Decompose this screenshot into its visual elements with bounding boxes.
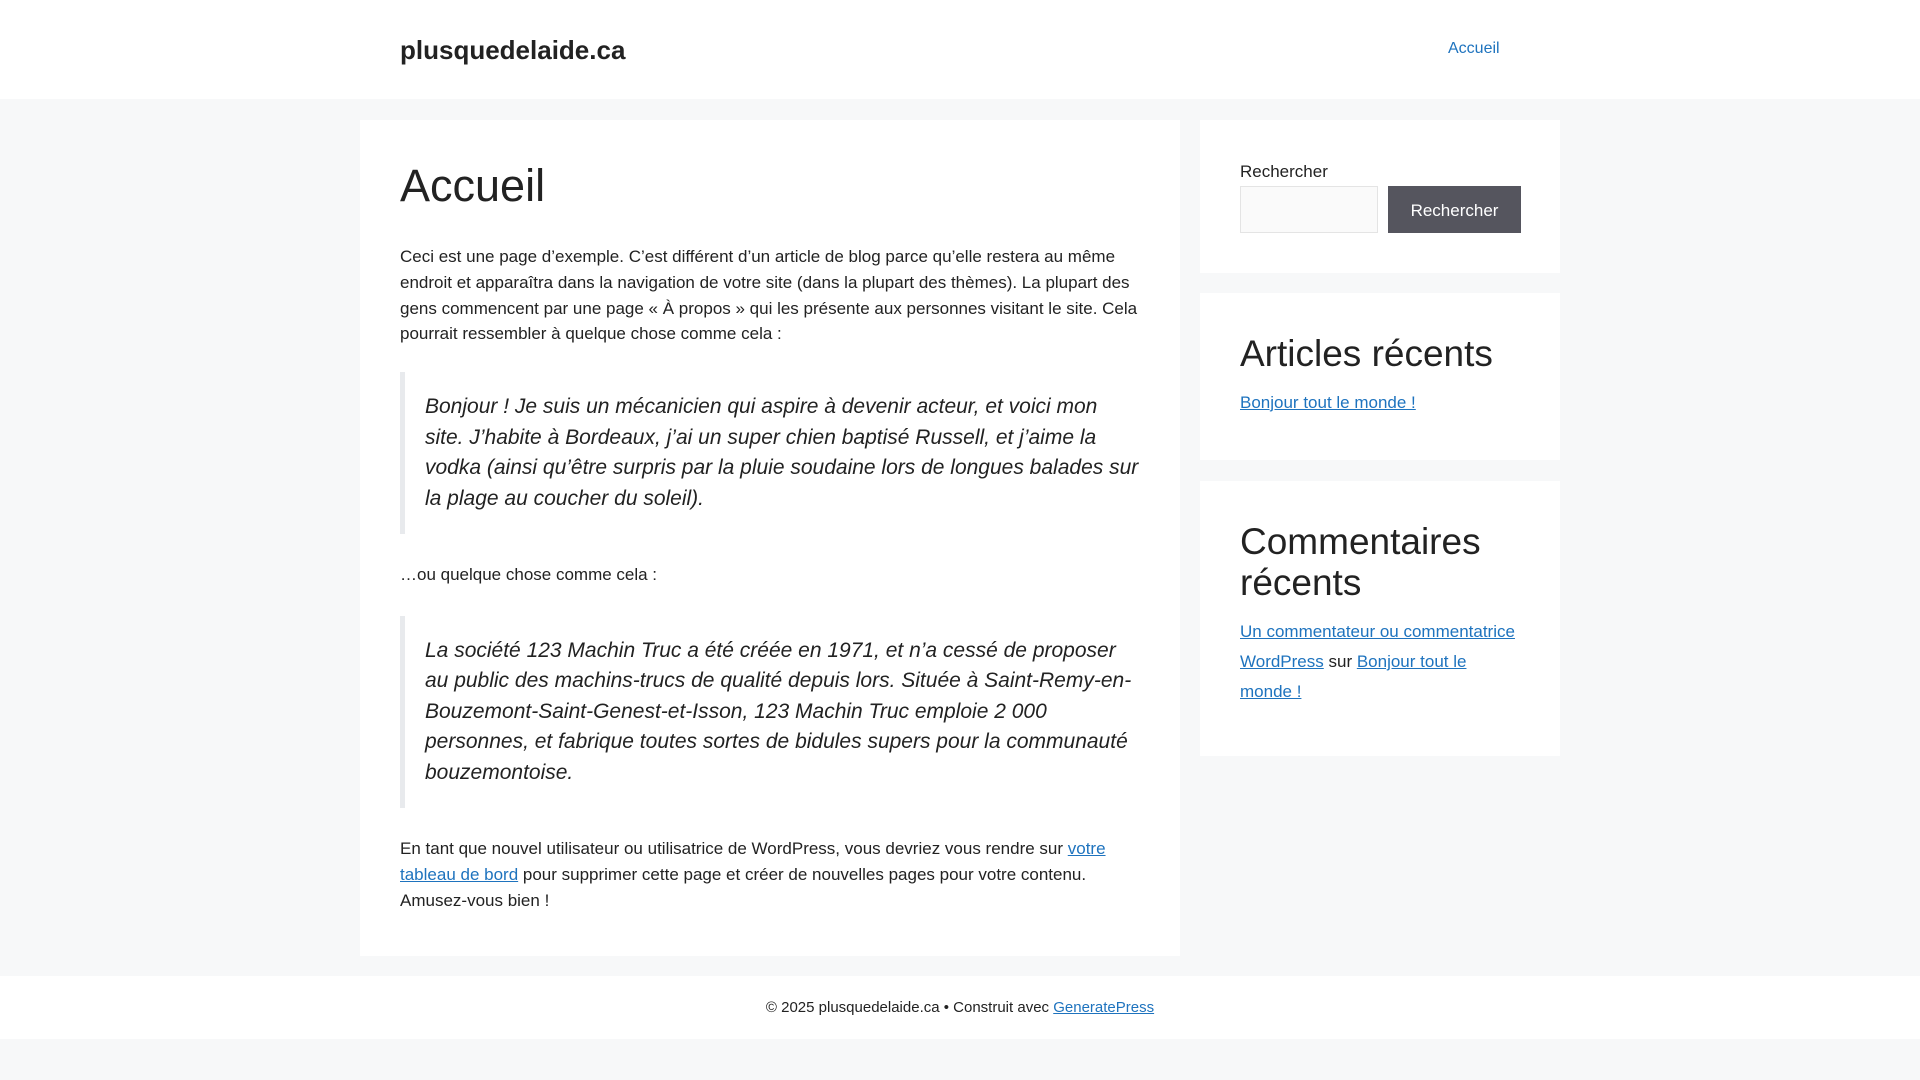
search-button[interactable]: Rechercher: [1388, 186, 1521, 233]
main-content: [360, 120, 1180, 956]
footer-copyright: © 2025 plusquedelaide.ca • Construit avec: [765, 999, 1054, 1016]
recent-posts-list: [1240, 388, 1520, 418]
footer-generatepress-link[interactable]: GeneratePress: [1053, 999, 1155, 1016]
recent-comments-widget: [1200, 481, 1560, 756]
comment-author-link[interactable]: Un commentateur ou commentatrice WordPress: [1240, 622, 1515, 671]
recent-comments-title: Commentaires récents: [1240, 521, 1481, 603]
blockquote-company-text: La société 123 Machin Truc a été créée en 1971, et n’a cessé de proposer au public des machins-trucs de qualité depuis lors. Située à Saint-Remy-en-Bouzemont-Saint-Genest-et-Isson, 123 Machin Truc emploie 2 000 personnes, et fabrique toutes sortes de bidules supers pour la communauté bouzemontoise.: [425, 638, 1132, 784]
nav-item-accueil[interactable]: Accueil: [1448, 40, 1500, 57]
recent-comments-list: [1240, 617, 1520, 707]
middle-paragraph: …ou quelque chose comme cela :: [400, 565, 658, 585]
site-title-link[interactable]: plusquedelaide.ca: [400, 35, 626, 65]
recent-posts-title: Articles récents: [1240, 333, 1493, 374]
list-item: [1240, 617, 1520, 707]
search-label: Rechercher: [1240, 162, 1328, 181]
closing-text-after: pour supprimer cette page et créer de nouvelles pages pour votre contenu. Amusez-vous bien !: [400, 865, 1087, 911]
intro-paragraph: Ceci est une page d’exemple. C’est différent d’un article de blog parce qu’elle restera au même endroit et apparaîtra dans la navigation de votre site (dans la plupart des thèmes). La plupart des gens commencent par une page « À propos » qui les présente aux personnes visitant le site. Cela pourrait ressembler à quelque chose comme cela :: [400, 247, 1138, 344]
page-title: Accueil: [400, 160, 546, 211]
dashboard-link[interactable]: votre tableau de bord: [400, 839, 1106, 885]
closing-text-before: En tant que nouvel utilisateur ou utilisatrice de WordPress, vous devriez vous rendre sur: [400, 839, 1068, 859]
closing-paragraph: [400, 836, 1140, 913]
list-item: [1240, 388, 1520, 418]
blockquote-mechanic: [400, 372, 1140, 534]
search-input[interactable]: [1240, 186, 1378, 233]
comment-connector: sur: [1323, 652, 1357, 671]
recent-post-link[interactable]: Bonjour tout le monde !: [1240, 393, 1416, 412]
entry-content: [400, 244, 1140, 914]
recent-posts-widget: [1200, 293, 1560, 460]
blockquote-company: [400, 616, 1140, 809]
search-widget: [1200, 120, 1560, 273]
site-footer: [0, 976, 1920, 1039]
comment-post-link[interactable]: Bonjour tout le monde !: [1240, 652, 1467, 701]
blockquote-mechanic-text: Bonjour ! Je suis un mécanicien qui aspire à devenir acteur, et voici mon site. J’habite à Bordeaux, j’ai un super chien baptisé Russell, et j’aime la vodka (ainsi qu’être surpris par la pluie soudaine lors de longues balades sur la plage au coucher du soleil).: [425, 395, 1139, 510]
site-header: [0, 0, 1920, 99]
